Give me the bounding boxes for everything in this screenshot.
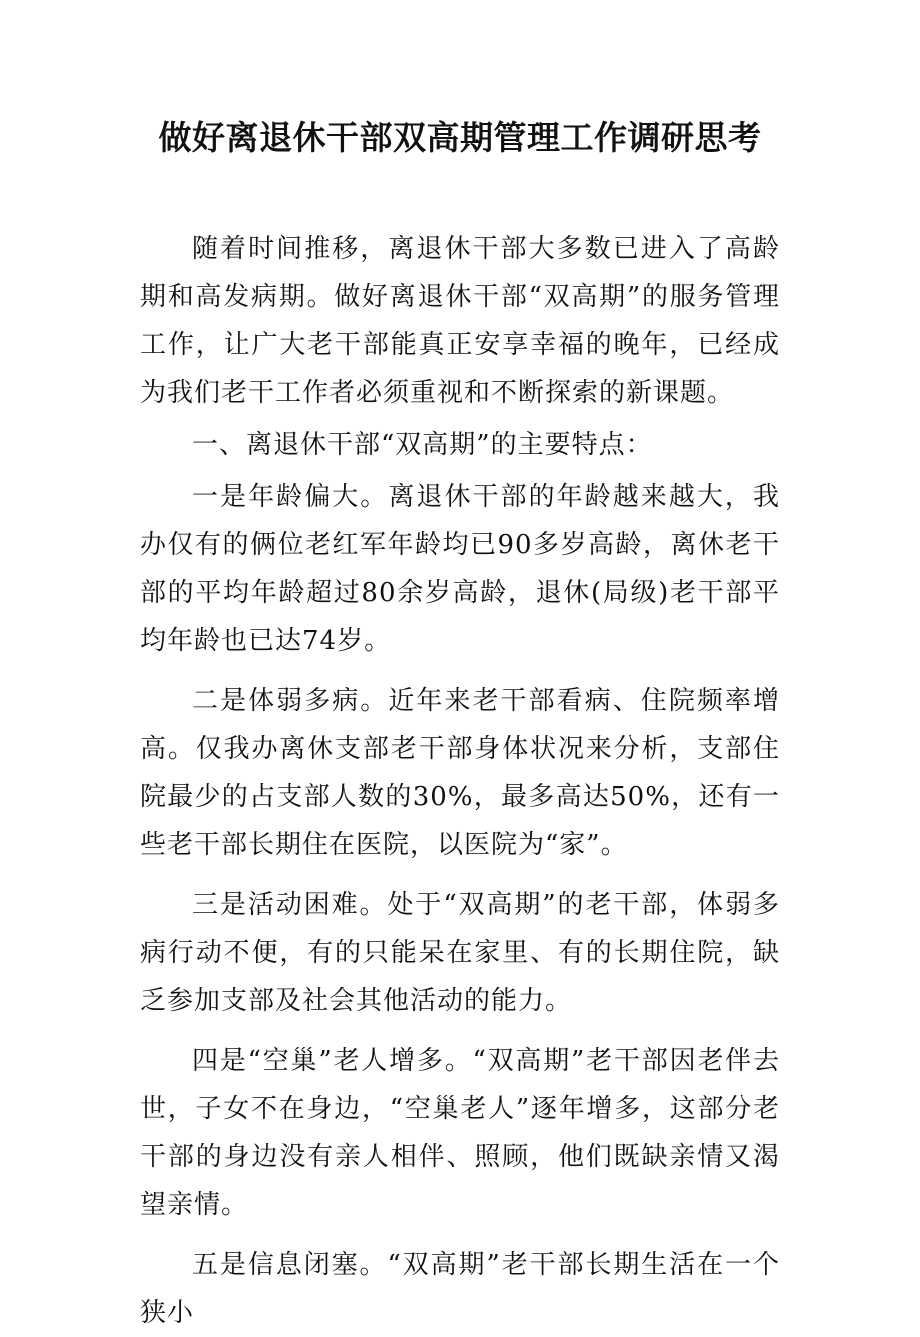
paragraph-empty-nest: 四是“空巢”老人增多。“双高期”老干部因老伴去世，子女不在身边，“空巢老人”逐年增多，这部分老干部的身边没有亲人相伴、照顾，他们既缺亲情又渴望亲情。 <box>140 1046 780 1220</box>
paragraph-intro: 随着时间推移，离退休干部大多数已进入了高龄期和高发病期。做好离退休干部“双高期”的服务管理工作，让广大老干部能真正安享幸福的晚年，已经成为我们老干工作者必须重视和不断探索的新课题。 <box>140 234 780 408</box>
paragraph-activity: 三是活动困难。处于“双高期”的老干部，体弱多病行动不便，有的只能呆在家里、有的长期住院，缺乏参加支部及社会其他活动的能力。 <box>140 890 780 1016</box>
document-title: 做好离退休干部双高期管理工作调研思考 <box>158 118 762 157</box>
paragraph-health: 二是体弱多病。近年来老干部看病、住院频率增高。仅我办离休支部老干部身体状况来分析，支部住院最少的占支部人数的30%，最多高达50%，还有一些老干部长期住在医院，以医院为“家”。 <box>140 686 780 860</box>
document-body <box>140 225 780 1337</box>
paragraph-information: 五是信息闭塞。“双高期”老干部长期生活在一个狭小 <box>140 1250 780 1328</box>
paragraph-age: 一是年龄偏大。离退休干部的年龄越来越大，我办仅有的俩位老红军年龄均已90多岁高龄，离休老干部的平均年龄超过80余岁高龄，退休(局级)老干部平均年龄也已达74岁。 <box>140 482 780 656</box>
section-heading-features: 一、离退休干部“双高期”的主要特点： <box>192 430 653 460</box>
